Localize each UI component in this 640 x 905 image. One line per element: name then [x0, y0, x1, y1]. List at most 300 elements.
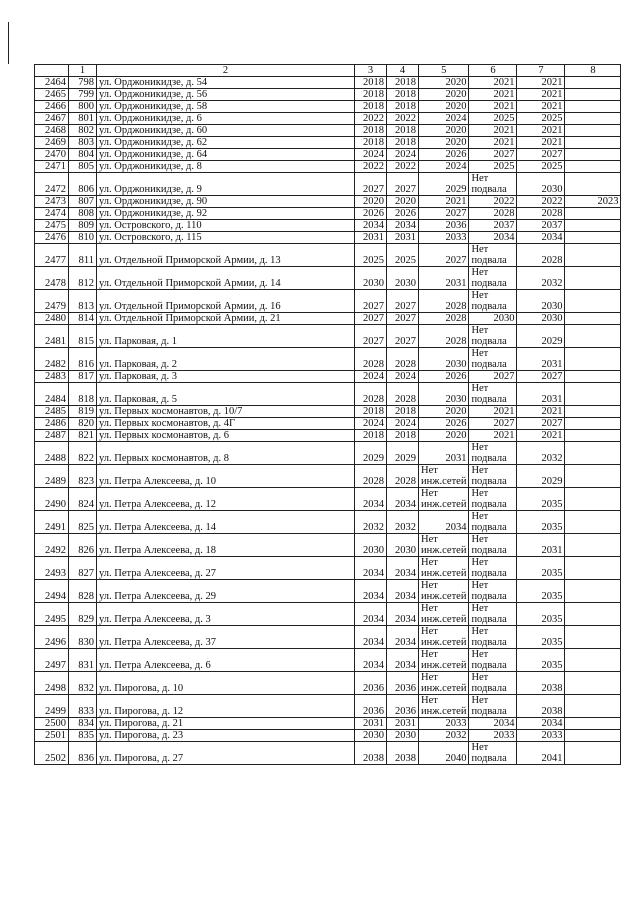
cell-c6: 2021 [469, 101, 517, 113]
table-row [35, 383, 621, 406]
cell-c7: 2022 [517, 196, 565, 208]
cell-c3: 2026 [355, 208, 387, 220]
table-row [35, 325, 621, 348]
cell-line: Нет [471, 325, 489, 336]
cell-c3: 2029 [355, 442, 387, 465]
cell-n: 2469 [35, 137, 69, 149]
cell-n: 2488 [35, 442, 69, 465]
cell-c5 [419, 672, 469, 695]
cell-n: 2481 [35, 325, 69, 348]
cell-id: 810 [69, 232, 97, 244]
cell-c4: 2028 [387, 348, 419, 371]
cell-n: 2494 [35, 580, 69, 603]
cell-id: 832 [69, 672, 97, 695]
cell-n: 2484 [35, 383, 69, 406]
cell-c5 [419, 649, 469, 672]
cell-c3: 2028 [355, 465, 387, 488]
cell-c5: 2026 [419, 371, 469, 383]
cell-line: инж.сетей [421, 568, 467, 579]
cell-line: инж.сетей [421, 476, 467, 487]
cell-c4: 2034 [387, 220, 419, 232]
cell-addr: ул. Орджоникидзе, д. 64 [97, 149, 355, 161]
cell-addr: ул. Орджоникидзе, д. 58 [97, 101, 355, 113]
cell-id: 815 [69, 325, 97, 348]
cell-n: 2476 [35, 232, 69, 244]
cell-c3: 2032 [355, 511, 387, 534]
cell-line: Нет [421, 580, 438, 591]
cell-c3: 2034 [355, 649, 387, 672]
cell-c7: 2030 [517, 173, 565, 196]
cell-c7: 2025 [517, 113, 565, 125]
cell-c4: 2036 [387, 672, 419, 695]
cell-addr: ул. Орджоникидзе, д. 6 [97, 113, 355, 125]
cell-id: 803 [69, 137, 97, 149]
cell-c5: 2036 [419, 220, 469, 232]
cell-c4: 2028 [387, 383, 419, 406]
cell-c5: 2028 [419, 325, 469, 348]
cell-c5: 2030 [419, 383, 469, 406]
cell-c7: 2029 [517, 325, 565, 348]
cell-addr: ул. Орджоникидзе, д. 8 [97, 161, 355, 173]
cell-c4: 2018 [387, 430, 419, 442]
cell-c3: 2034 [355, 488, 387, 511]
cell-c5 [419, 603, 469, 626]
cell-c5: 2031 [419, 442, 469, 465]
cell-c3: 2018 [355, 89, 387, 101]
cell-c7: 2035 [517, 557, 565, 580]
cell-c3: 2024 [355, 371, 387, 383]
cell-n: 2485 [35, 406, 69, 418]
cell-c3: 2030 [355, 267, 387, 290]
cell-id: 799 [69, 89, 97, 101]
cell-id: 816 [69, 348, 97, 371]
cell-c8 [565, 534, 621, 557]
cell-line: инж.сетей [421, 683, 467, 694]
cell-c8 [565, 137, 621, 149]
cell-c3: 2034 [355, 220, 387, 232]
table-row [35, 313, 621, 325]
cell-c7: 2035 [517, 603, 565, 626]
cell-id: 823 [69, 465, 97, 488]
cell-c8 [565, 161, 621, 173]
cell-id: 826 [69, 534, 97, 557]
cell-addr: ул. Пирогова, д. 21 [97, 718, 355, 730]
cell-c3: 2028 [355, 383, 387, 406]
table-row [35, 430, 621, 442]
cell-c7: 2034 [517, 718, 565, 730]
header-cell-3: 3 [355, 65, 387, 77]
cell-c7: 2021 [517, 125, 565, 137]
cell-line: Нет [471, 557, 489, 568]
table-row [35, 730, 621, 742]
cell-c7: 2035 [517, 488, 565, 511]
cell-c8: 2023 [565, 196, 621, 208]
cell-c5 [419, 580, 469, 603]
cell-c5: 2027 [419, 208, 469, 220]
cell-id: 802 [69, 125, 97, 137]
cell-n: 2491 [35, 511, 69, 534]
cell-addr: ул. Первых космонавтов, д. 6 [97, 430, 355, 442]
cell-c5: 2031 [419, 267, 469, 290]
cell-n: 2465 [35, 89, 69, 101]
cell-c4: 2034 [387, 603, 419, 626]
cell-n: 2492 [35, 534, 69, 557]
cell-addr: ул. Парковая, д. 3 [97, 371, 355, 383]
cell-c5 [419, 626, 469, 649]
cell-line: подвала [471, 255, 507, 266]
cell-c8 [565, 465, 621, 488]
cell-c4: 2018 [387, 89, 419, 101]
cell-c5: 2024 [419, 113, 469, 125]
cell-c3: 2025 [355, 244, 387, 267]
cell-c5: 2020 [419, 125, 469, 137]
cell-id: 806 [69, 173, 97, 196]
table-row [35, 626, 621, 649]
cell-id: 829 [69, 603, 97, 626]
cell-addr: ул. Первых космонавтов, д. 10/7 [97, 406, 355, 418]
cell-line: подвала [471, 683, 507, 694]
cell-line: подвала [471, 660, 507, 671]
cell-c6: 2028 [469, 208, 517, 220]
cell-n: 2498 [35, 672, 69, 695]
cell-c4: 2027 [387, 313, 419, 325]
cell-addr: ул. Пирогова, д. 27 [97, 742, 355, 765]
cell-addr: ул. Парковая, д. 5 [97, 383, 355, 406]
cell-c6: 2030 [469, 313, 517, 325]
cell-c8 [565, 89, 621, 101]
cell-c5: 2029 [419, 173, 469, 196]
cell-line: подвала [471, 522, 507, 533]
cell-addr: ул. Орджоникидзе, д. 54 [97, 77, 355, 89]
cell-c5: 2020 [419, 406, 469, 418]
cell-n: 2474 [35, 208, 69, 220]
cell-c6 [469, 442, 517, 465]
cell-c8 [565, 442, 621, 465]
table-row [35, 89, 621, 101]
cell-c7: 2021 [517, 77, 565, 89]
cell-c7: 2027 [517, 418, 565, 430]
cell-c4: 2020 [387, 196, 419, 208]
cell-n: 2499 [35, 695, 69, 718]
cell-c5: 2020 [419, 89, 469, 101]
cell-c6: 2025 [469, 161, 517, 173]
cell-line: инж.сетей [421, 637, 467, 648]
cell-c6 [469, 348, 517, 371]
cell-n: 2479 [35, 290, 69, 313]
cell-line: Нет [471, 580, 489, 591]
cell-c8 [565, 718, 621, 730]
cell-c3: 2018 [355, 125, 387, 137]
cell-c5: 2034 [419, 511, 469, 534]
cell-c4: 2027 [387, 325, 419, 348]
cell-c3: 2038 [355, 742, 387, 765]
cell-c3: 2036 [355, 672, 387, 695]
cell-line: инж.сетей [421, 591, 467, 602]
cell-c7: 2035 [517, 626, 565, 649]
cell-c8 [565, 626, 621, 649]
cell-c7: 2027 [517, 371, 565, 383]
cell-c6: 2021 [469, 137, 517, 149]
table-row [35, 196, 621, 208]
cell-c6 [469, 580, 517, 603]
cell-c7: 2021 [517, 406, 565, 418]
cell-c7: 2032 [517, 267, 565, 290]
cell-c5: 2026 [419, 149, 469, 161]
cell-id: 798 [69, 77, 97, 89]
table-row [35, 511, 621, 534]
cell-addr: ул. Отдельной Приморской Армии, д. 21 [97, 313, 355, 325]
cell-line: Нет [471, 649, 489, 660]
cell-line: Нет [471, 488, 489, 499]
cell-c3: 2024 [355, 149, 387, 161]
cell-c3: 2027 [355, 313, 387, 325]
cell-line: Нет [471, 173, 489, 184]
cell-c6: 2027 [469, 149, 517, 161]
cell-c4: 2036 [387, 695, 419, 718]
cell-c6: 2021 [469, 77, 517, 89]
cell-c6: 2027 [469, 371, 517, 383]
cell-n: 2486 [35, 418, 69, 430]
table-row [35, 137, 621, 149]
cell-n: 2496 [35, 626, 69, 649]
cell-c5 [419, 557, 469, 580]
cell-line: Нет [471, 511, 489, 522]
cell-c6: 2037 [469, 220, 517, 232]
cell-c8 [565, 557, 621, 580]
cell-c8 [565, 649, 621, 672]
table-row [35, 113, 621, 125]
cell-c6 [469, 672, 517, 695]
cell-addr: ул. Орджоникидзе, д. 90 [97, 196, 355, 208]
cell-id: 818 [69, 383, 97, 406]
cell-c6: 2021 [469, 125, 517, 137]
table-row [35, 244, 621, 267]
table-row [35, 418, 621, 430]
cell-c4: 2024 [387, 149, 419, 161]
cell-id: 834 [69, 718, 97, 730]
cell-c5 [419, 695, 469, 718]
cell-c5: 2028 [419, 313, 469, 325]
table-row [35, 149, 621, 161]
cell-c4: 2027 [387, 173, 419, 196]
table-row [35, 101, 621, 113]
cell-c6 [469, 626, 517, 649]
header-cell-7: 7 [517, 65, 565, 77]
cell-line: подвала [471, 301, 507, 312]
cell-addr: ул. Орджоникидзе, д. 56 [97, 89, 355, 101]
cell-c4: 2034 [387, 488, 419, 511]
cell-c3: 2024 [355, 418, 387, 430]
cell-c8 [565, 418, 621, 430]
table-row [35, 580, 621, 603]
cell-c4: 2030 [387, 730, 419, 742]
cell-addr: ул. Парковая, д. 1 [97, 325, 355, 348]
cell-c4: 2018 [387, 101, 419, 113]
cell-line: Нет [421, 695, 438, 706]
cell-c3: 2030 [355, 730, 387, 742]
cell-addr: ул. Петра Алексеева, д. 10 [97, 465, 355, 488]
cell-c4: 2031 [387, 232, 419, 244]
cell-addr: ул. Парковая, д. 2 [97, 348, 355, 371]
cell-c7: 2031 [517, 383, 565, 406]
cell-line: подвала [471, 568, 507, 579]
cell-line: Нет [421, 626, 438, 637]
cell-c7: 2034 [517, 232, 565, 244]
table-row [35, 488, 621, 511]
cell-c5: 2032 [419, 730, 469, 742]
table-row [35, 348, 621, 371]
cell-c4: 2025 [387, 244, 419, 267]
cell-c8 [565, 208, 621, 220]
cell-c8 [565, 695, 621, 718]
cell-c5: 2027 [419, 244, 469, 267]
cell-c7: 2035 [517, 511, 565, 534]
cell-c8 [565, 101, 621, 113]
cell-line: подвала [471, 545, 507, 556]
cell-line: инж.сетей [421, 545, 467, 556]
cell-c7: 2021 [517, 137, 565, 149]
cell-n: 2487 [35, 430, 69, 442]
cell-c6 [469, 173, 517, 196]
table-row [35, 125, 621, 137]
cell-c6: 2021 [469, 430, 517, 442]
cell-c8 [565, 383, 621, 406]
cell-line: Нет [471, 603, 489, 614]
cell-c7: 2021 [517, 89, 565, 101]
cell-c4: 2018 [387, 125, 419, 137]
table-row [35, 208, 621, 220]
cell-c8 [565, 580, 621, 603]
cell-id: 824 [69, 488, 97, 511]
cell-c8 [565, 742, 621, 765]
cell-line: подвала [471, 278, 507, 289]
cell-c6: 2034 [469, 232, 517, 244]
cell-line: подвала [471, 359, 507, 370]
header-cell-index [35, 65, 69, 77]
cell-c5 [419, 488, 469, 511]
cell-c6: 2025 [469, 113, 517, 125]
cell-addr: ул. Отдельной Приморской Армии, д. 16 [97, 290, 355, 313]
table-row [35, 603, 621, 626]
cell-c3: 2027 [355, 173, 387, 196]
table-row [35, 267, 621, 290]
cell-id: 831 [69, 649, 97, 672]
cell-c3: 2034 [355, 603, 387, 626]
cell-c8 [565, 511, 621, 534]
cell-c4: 2029 [387, 442, 419, 465]
cell-addr: ул. Орджоникидзе, д. 60 [97, 125, 355, 137]
cell-c4: 2024 [387, 371, 419, 383]
cell-c8 [565, 113, 621, 125]
cell-id: 817 [69, 371, 97, 383]
cell-id: 809 [69, 220, 97, 232]
cell-id: 807 [69, 196, 97, 208]
cell-n: 2473 [35, 196, 69, 208]
cell-line: подвала [471, 591, 507, 602]
cell-line: Нет [471, 290, 489, 301]
cell-id: 835 [69, 730, 97, 742]
cell-line: подвала [471, 184, 507, 195]
cell-line: подвала [471, 453, 507, 464]
cell-c4: 2022 [387, 161, 419, 173]
cell-line: подвала [471, 394, 507, 405]
cell-c8 [565, 244, 621, 267]
cell-c5: 2026 [419, 418, 469, 430]
cell-line: Нет [421, 649, 438, 660]
cell-line: Нет [471, 383, 489, 394]
cell-c4: 2027 [387, 290, 419, 313]
cell-line: Нет [421, 603, 438, 614]
cell-c5: 2033 [419, 232, 469, 244]
cell-line: инж.сетей [421, 499, 467, 510]
header-cell-8: 8 [565, 65, 621, 77]
header-cell-2: 2 [97, 65, 355, 77]
table-row [35, 557, 621, 580]
cell-n: 2468 [35, 125, 69, 137]
cell-id: 813 [69, 290, 97, 313]
cell-c4: 2018 [387, 137, 419, 149]
cell-c5 [419, 465, 469, 488]
cell-id: 830 [69, 626, 97, 649]
cell-c8 [565, 149, 621, 161]
cell-c3: 2018 [355, 101, 387, 113]
cell-line: Нет [471, 348, 489, 359]
cell-c3: 2036 [355, 695, 387, 718]
cell-addr: ул. Петра Алексеева, д. 18 [97, 534, 355, 557]
table-row [35, 290, 621, 313]
cell-n: 2500 [35, 718, 69, 730]
cell-c7: 2035 [517, 649, 565, 672]
cell-c3: 2034 [355, 580, 387, 603]
table-row [35, 77, 621, 89]
cell-c8 [565, 488, 621, 511]
table-row [35, 718, 621, 730]
cell-line: подвала [471, 476, 507, 487]
cell-line: подвала [471, 753, 507, 764]
cell-addr: ул. Островского, д. 115 [97, 232, 355, 244]
cell-c6 [469, 534, 517, 557]
cell-c5: 2020 [419, 137, 469, 149]
cell-c7: 2029 [517, 465, 565, 488]
table-row [35, 465, 621, 488]
cell-c6: 2021 [469, 89, 517, 101]
margin-rule [8, 22, 9, 64]
cell-c5: 2021 [419, 196, 469, 208]
cell-addr: ул. Петра Алексеева, д. 3 [97, 603, 355, 626]
cell-c5: 2024 [419, 161, 469, 173]
cell-c6 [469, 488, 517, 511]
cell-c8 [565, 77, 621, 89]
cell-c3: 2031 [355, 232, 387, 244]
cell-c8 [565, 672, 621, 695]
cell-addr: ул. Пирогова, д. 23 [97, 730, 355, 742]
cell-c7: 2038 [517, 695, 565, 718]
cell-addr: ул. Петра Алексеева, д. 12 [97, 488, 355, 511]
cell-c6: 2033 [469, 730, 517, 742]
cell-id: 811 [69, 244, 97, 267]
cell-c3: 2030 [355, 534, 387, 557]
cell-c8 [565, 267, 621, 290]
cell-id: 825 [69, 511, 97, 534]
cell-c8 [565, 371, 621, 383]
cell-c8 [565, 232, 621, 244]
cell-addr: ул. Пирогова, д. 12 [97, 695, 355, 718]
cell-c4: 2034 [387, 649, 419, 672]
cell-c5: 2020 [419, 430, 469, 442]
cell-line: Нет [421, 672, 438, 683]
cell-addr: ул. Петра Алексеева, д. 14 [97, 511, 355, 534]
table-row [35, 695, 621, 718]
